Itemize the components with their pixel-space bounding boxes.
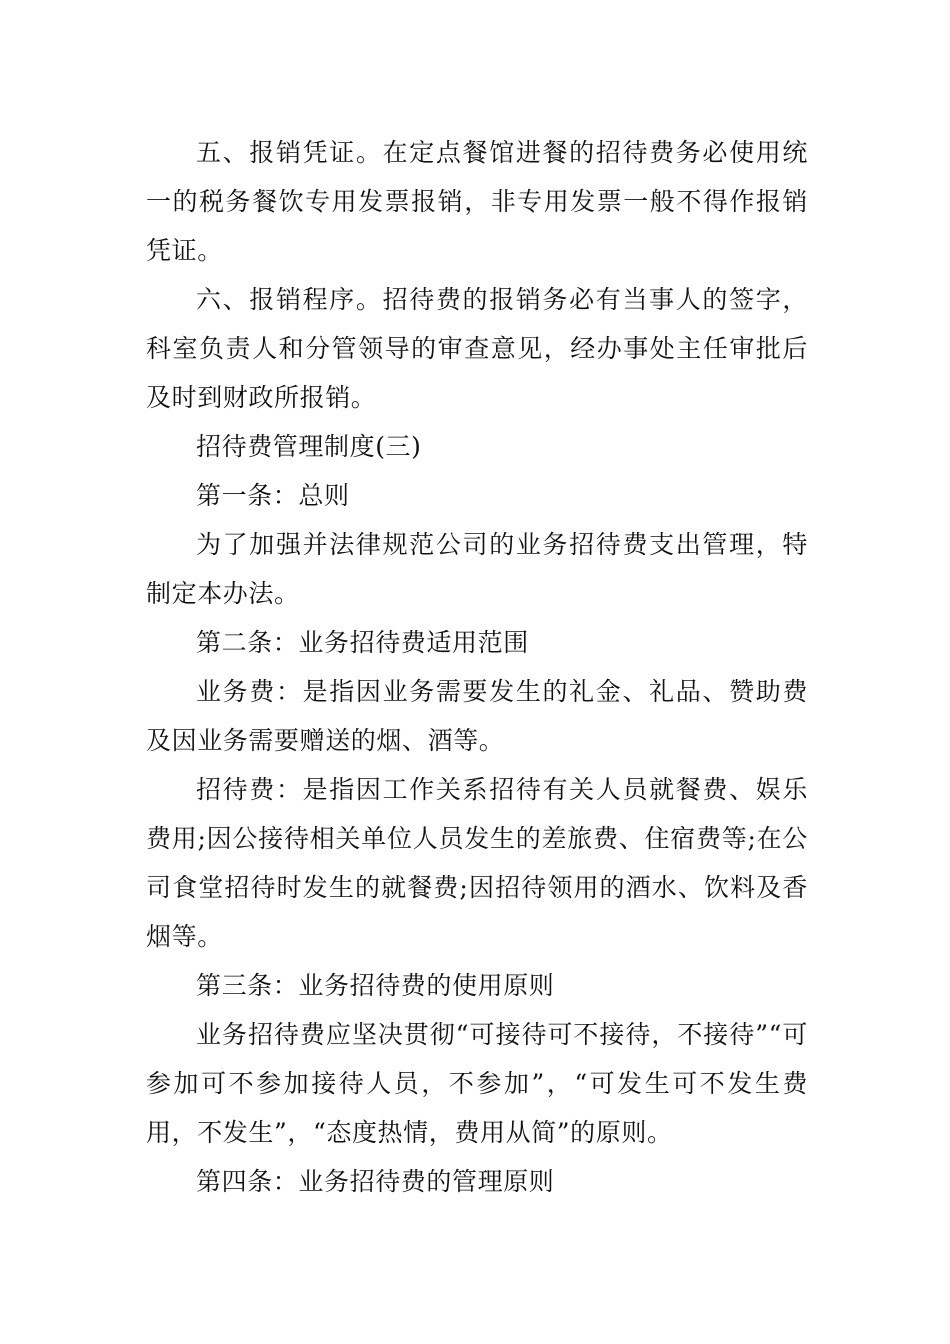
paragraph-reimbursement-voucher: 五、报销凭证。在定点餐馆进餐的招待费务必使用统一的税务餐饮专用发票报销，非专用发票一般不得作报销凭证。 — [146, 138, 808, 265]
paragraph-business-expense: 业务费：是指因业务需要发生的礼金、礼品、赞助费及因业务需要赠送的烟、酒等。 — [146, 677, 808, 755]
document-body — [146, 128, 808, 1206]
section-title: 招待费管理制度(三) — [196, 432, 422, 461]
paragraph-entertainment-expense: 招待费：是指因工作关系招待有关人员就餐费、娱乐费用;因公接待相关单位人员发生的差旅费、住宿费等;在公司食堂招待时发生的就餐费;因招待领用的酒水、饮料及香烟等。 — [146, 775, 808, 951]
paragraph-usage-principle: 业务招待费应坚决贯彻“可接待可不接待，不接待”“可参加可不参加接待人员，不参加”，“可发生可不发生费用，不发生”，“态度热情，费用从简”的原则。 — [146, 1020, 808, 1147]
paragraph-reimbursement-procedure: 六、报销程序。招待费的报销务必有当事人的签字，科室负责人和分管领导的审查意见，经办事处主任审批后及时到财政所报销。 — [146, 285, 808, 412]
article-4-heading: 第四条：业务招待费的管理原则 — [196, 1167, 555, 1196]
article-3-heading: 第三条：业务招待费的使用原则 — [196, 971, 555, 1000]
article-1-heading: 第一条：总则 — [196, 481, 350, 510]
paragraph-general-purpose: 为了加强并法律规范公司的业务招待费支出管理，特制定本办法。 — [146, 530, 808, 608]
article-2-heading: 第二条：业务招待费适用范围 — [196, 628, 529, 657]
